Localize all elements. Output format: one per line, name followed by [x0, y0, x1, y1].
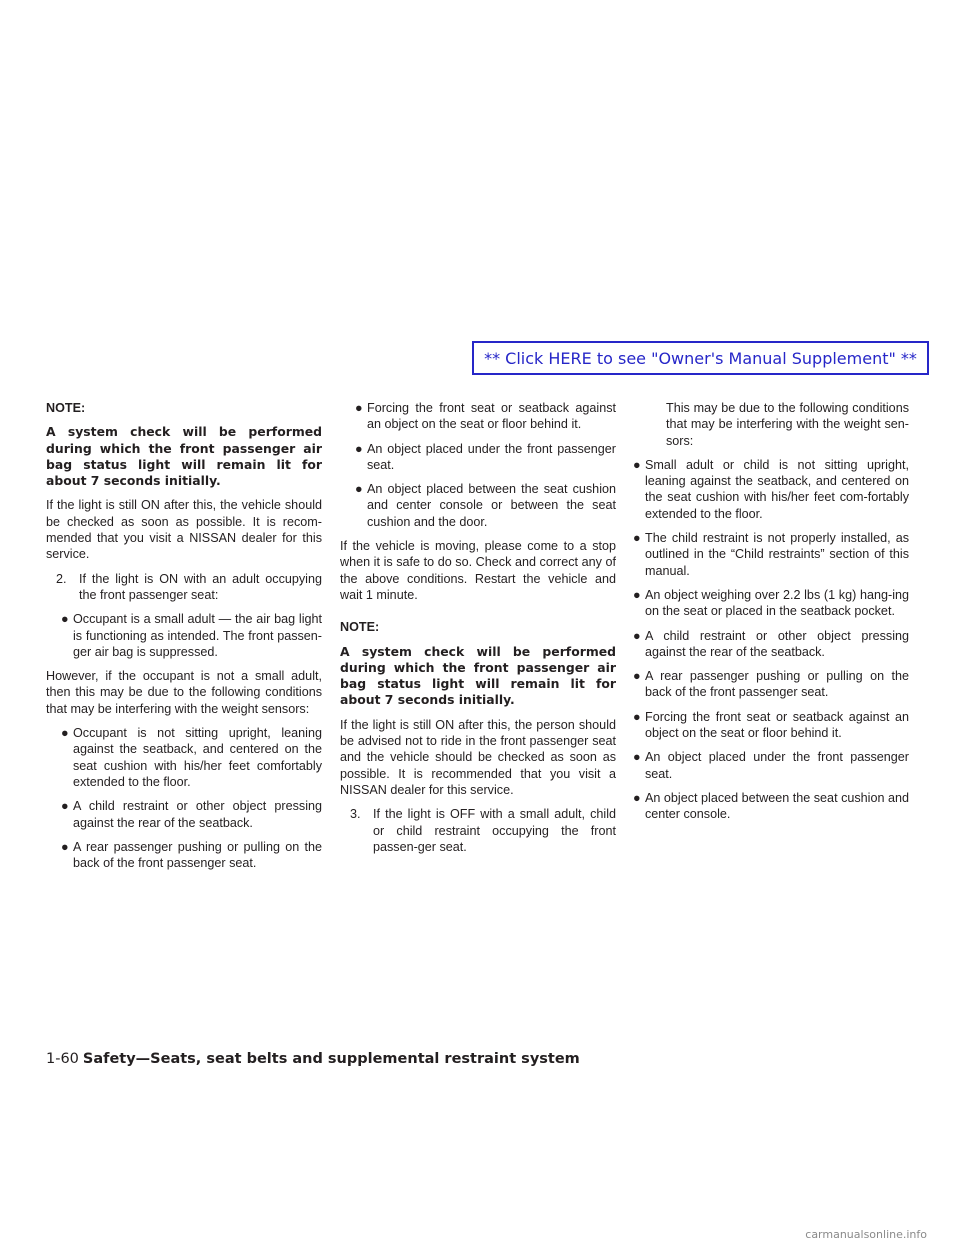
bullet-icon: ● [633, 457, 641, 472]
note-label: NOTE: [340, 620, 380, 635]
bullet-text: Occupant is not sitting upright, leaning against the seatback, and centered on the seat cushion with his/her feet comfortably extended to the floor. [73, 726, 322, 789]
bullet-item [340, 481, 616, 530]
bullet-icon: ● [633, 587, 641, 602]
bullet-text: Small adult or child is not sitting upright, leaning against the seatback, and centered on the seat cushion with his/her feet com-fortably extended to the floor. [645, 457, 909, 521]
bullet-icon: ● [61, 612, 69, 627]
bullet-item [46, 839, 322, 872]
column-3 [633, 400, 909, 831]
bullet-text: A child restraint or other object pressing against the rear of the seatback. [73, 799, 322, 830]
bullet-icon: ● [355, 401, 363, 415]
bullet-text: An object placed between the seat cushion and center console. [645, 790, 909, 822]
bullet-item [633, 749, 909, 782]
bullet-icon: ● [355, 441, 363, 456]
bullet-item [340, 441, 616, 474]
bullet-text: A rear passenger pushing or pulling on the back of the front passenger seat. [73, 839, 322, 871]
item-text: If the light is ON with an adult occupying the front passenger seat: [79, 571, 322, 602]
bullet-item [340, 400, 616, 433]
paragraph: If the light is still ON after this, the vehicle should be checked as soon as possible. It is recom-mended that you visit a NISSAN dealer for this service. [46, 498, 322, 562]
note-bold-text: A system check will be performed during which the front passenger air bag status light will remain lit for about 7 seconds initially. [46, 424, 322, 489]
bullet-text: A child restraint or other object pressing against the rear of the seatback. [645, 628, 909, 659]
bullet-icon: ● [633, 628, 641, 643]
bullet-icon: ● [61, 726, 69, 741]
note-bold-text: A system check will be performed during which the front passenger air bag status light will remain lit for about 7 seconds initially. [340, 643, 616, 708]
bullet-text: Forcing the front seat or seatback against an object on the seat or floor behind it. [367, 401, 616, 432]
bullet-icon: ● [633, 709, 641, 724]
bullet-icon: ● [633, 750, 641, 765]
bullet-icon: ● [355, 482, 363, 497]
bullet-item [633, 457, 909, 522]
bullet-text: An object placed under the front passenger seat. [645, 750, 909, 781]
bullet-item [633, 628, 909, 661]
bullet-icon: ● [633, 531, 641, 546]
numbered-item [340, 806, 616, 855]
bullet-text: An object placed under the front passenger seat. [367, 441, 616, 472]
paragraph: If the vehicle is moving, please come to a stop when it is safe to do so. Check and correct any of the above conditions. Restart the vehicle and wait 1 minute. [340, 539, 616, 602]
bullet-text: Forcing the front seat or seatback against an object on the seat or floor behind it. [645, 709, 909, 741]
column-1 [46, 400, 322, 879]
bullet-icon: ● [633, 790, 641, 805]
bullet-item [46, 798, 322, 831]
bullet-item [46, 725, 322, 790]
page-number: 1-60 [46, 1051, 79, 1067]
bullet-text: An object weighing over 2.2 lbs (1 kg) hang-ing on the seat or placed in the seatback pocket. [645, 587, 909, 619]
bullet-item [46, 611, 322, 660]
watermark: carmanualsonline.info [805, 1228, 927, 1241]
section-title: Safety—Seats, seat belts and supplemental restraint system [82, 1051, 580, 1067]
item-number: 3. [350, 807, 361, 822]
item-number: 2. [56, 571, 67, 586]
item-text: If the light is OFF with a small adult, child or child restraint occupying the front passen-ger seat. [373, 807, 616, 854]
page-footer [46, 1051, 580, 1067]
bullet-text: Occupant is a small adult — the air bag light is functioning as intended. The front passen-ger air bag is suppressed. [73, 612, 322, 659]
bullet-text: An object placed between the seat cushion and center console or between the seat cushion and the door. [367, 482, 616, 529]
bullet-item [633, 668, 909, 701]
owners-manual-supplement-link[interactable]: ** Click HERE to see "Owner's Manual Supplement" ** [472, 341, 929, 375]
bullet-item [633, 587, 909, 620]
note-label: NOTE: [46, 401, 86, 415]
bullet-text: A rear passenger pushing or pulling on the back of the front passenger seat. [645, 669, 909, 700]
bullet-item [633, 530, 909, 579]
column-2 [340, 400, 616, 863]
bullet-item [633, 790, 909, 823]
bullet-icon: ● [633, 669, 641, 684]
bullet-text: The child restraint is not properly installed, as outlined in the “Child restraints” section of this manual. [645, 531, 909, 578]
continuation-text: This may be due to the following conditions that may be interfering with the weight sen-sors: [666, 401, 909, 448]
paragraph: However, if the occupant is not a small adult, then this may be due to the following conditions that may be interfering with the weight sensors: [46, 669, 322, 716]
bullet-item [633, 709, 909, 742]
paragraph: If the light is still ON after this, the person should be advised not to ride in the front passenger seat and the vehicle should be checked as soon as possible. It is recommended that you visit a NISSAN dealer for this service. [340, 717, 616, 797]
numbered-item [46, 571, 322, 604]
bullet-icon: ● [61, 799, 69, 814]
bullet-icon: ● [61, 839, 69, 854]
